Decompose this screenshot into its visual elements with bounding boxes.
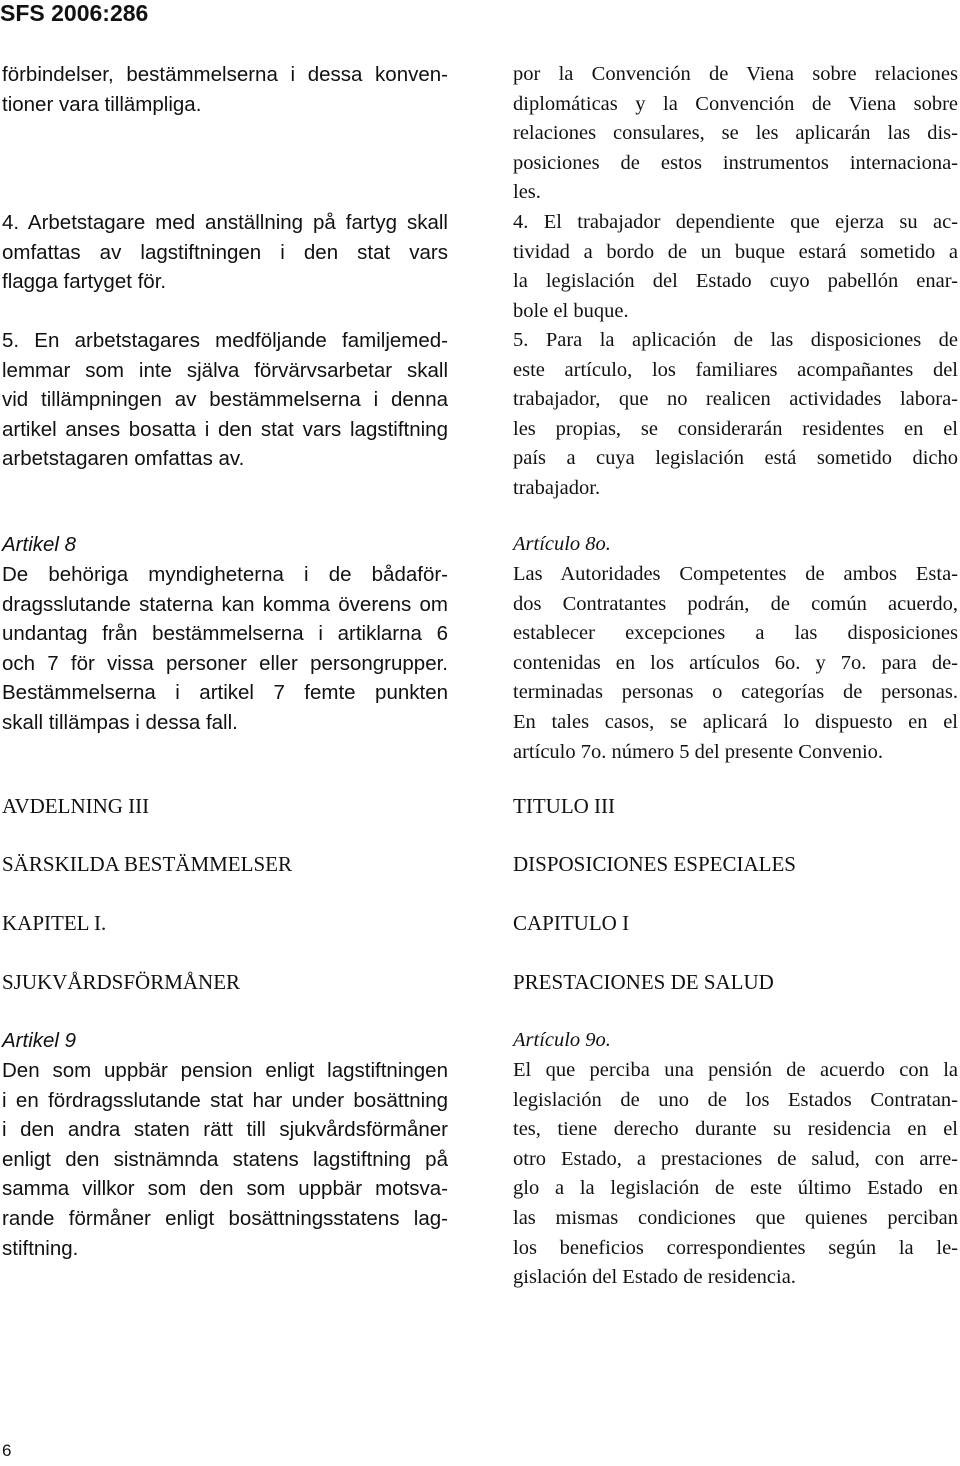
text-line: legislación de uno de los Estados Contratan- [513,1088,958,1111]
text-line: posiciones de estos instrumentos internaciona- [513,151,958,174]
text-line: los beneficios correspondientes según la le- [513,1236,958,1259]
text-line: diplomáticas y la Convención de Viena sobre [513,92,958,115]
sv-paragraph-4 [2,208,448,297]
text-line: 5. En arbetstagares medföljande familjemed- [2,329,448,352]
text-line: 4. Arbetstagare med anställning på fartyg skall [2,211,448,234]
es-paragraph-4 [513,208,958,326]
text-line: Den som uppbär pension enligt lagstiftningen [2,1059,448,1082]
sv-section-title: SÄRSKILDA BESTÄMMELSER [2,852,292,876]
text-line: contenidas en los artículos 6o. y 7o. para de- [513,651,958,674]
text-line: relaciones consulares, se les aplicarán las dis- [513,122,958,145]
sv-chapter-heading: KAPITEL I. [2,911,107,935]
es-article-8-text [513,560,958,767]
text-line: bole el buque. [513,299,629,322]
text-line: El que perciba una pensión de acuerdo con la [513,1059,958,1081]
text-line: trabajador. [513,476,601,499]
sv-paragraph-intro [2,60,448,119]
text-line: 5. Para la aplicación de las disposiciones de [513,329,958,351]
text-line: la legislación del Estado cuyo pabellón enar- [513,270,958,293]
es-chapter-title: PRESTACIONES DE SALUD [513,970,774,994]
text-line: tioner vara tillämpliga. [2,92,202,116]
text-line: otro Estado, a prestaciones de salud, con arre- [513,1147,958,1170]
text-line: och 7 för vissa personer eller persongrupper. [2,651,448,675]
sv-article-9-text [2,1056,448,1263]
text-line: omfattas av lagstiftningen i den stat vars [2,240,448,264]
text-line: país a cuya legislación está sometido dicho [513,447,958,470]
text-line: enligt den sistnämnda statens lagstiftning på [2,1147,448,1171]
page-number: 6 [2,1441,12,1460]
text-line: stiftning. [2,1236,79,1260]
text-line: por la Convención de Viena sobre relaciones [513,63,958,85]
text-line: undantag från bestämmelserna i artiklarna 6 [2,622,448,646]
text-line: En tales casos, se aplicará lo dispuesto en el [513,710,958,733]
sv-article-8-text [2,560,448,738]
sv-chapter-title: SJUKVÅRDSFÖRMÅNER [2,970,241,994]
text-line: dos Contratantes podrán, de común acuerdo, [513,592,958,615]
es-article-8-heading: Artículo 8o. [513,533,611,555]
es-section-heading: TITULO III [513,794,616,818]
text-line: lemmar som inte själva förvärvsarbetar skall [2,358,448,382]
sv-section-heading: AVDELNING III [2,794,150,818]
text-line: les propias, se considerarán residentes en el [513,417,958,440]
text-line: vid tillämpningen av bestämmelserna i denna [2,388,448,412]
text-line: terminadas personas o categorías de personas. [513,681,958,704]
text-line: gislación del Estado de residencia. [513,1266,796,1289]
text-line: i den andra staten rätt till sjukvårdsförmåner [2,1118,448,1142]
text-line: les. [513,181,541,204]
text-line: este artículo, los familiares acompañantes del [513,358,958,381]
text-line: skall tillämpas i dessa fall. [2,710,238,734]
es-section-title: DISPOSICIONES ESPECIALES [513,852,796,876]
sv-article-8-heading: Artikel 8 [2,533,77,556]
text-line: flagga fartyget för. [2,270,167,294]
sv-paragraph-5 [2,326,448,474]
es-article-9-text [513,1056,958,1293]
text-line: samma villkor som den som uppbär motsva- [2,1177,448,1201]
text-line: trabajador, que no realicen actividades labora- [513,388,958,411]
text-line: glo a la legislación de este último Estado en [513,1177,958,1200]
es-paragraph-intro [513,60,958,208]
es-paragraph-5 [513,326,958,504]
text-line: De behöriga myndigheterna i de bådaför- [2,563,448,586]
sv-article-9-heading: Artikel 9 [2,1029,77,1052]
text-line: establecer excepciones a las disposiciones [513,622,958,645]
text-line: tes, tiene derecho durante su residencia en el [513,1118,958,1141]
text-line: artículo 7o. número 5 del presente Convenio. [513,740,884,763]
text-line: 4. El trabajador dependiente que ejerza su ac- [513,211,958,233]
text-line: rande förmåner enligt bosättningsstatens lag- [2,1206,448,1230]
text-line: dragsslutande staterna kan komma överens om [2,592,448,616]
text-line: förbindelser, bestämmelserna i dessa konven- [2,63,448,86]
text-line: arbetstagaren omfattas av. [2,447,245,471]
es-chapter-heading: CAPITULO I [513,911,630,935]
text-line: tividad a bordo de un buque estará sometido a [513,240,958,263]
text-line: las mismas condiciones que quienes perciban [513,1206,958,1229]
text-line: Las Autoridades Competentes de ambos Esta- [513,563,958,585]
text-line: i en fördragsslutande stat har under bosättning [2,1088,448,1112]
document-id-header: SFS 2006:286 [0,0,149,26]
es-article-9-heading: Artículo 9o. [513,1029,611,1051]
text-line: artikel anses bosatta i den stat vars lagstiftning [2,417,448,441]
text-line: Bestämmelserna i artikel 7 femte punkten [2,681,448,705]
